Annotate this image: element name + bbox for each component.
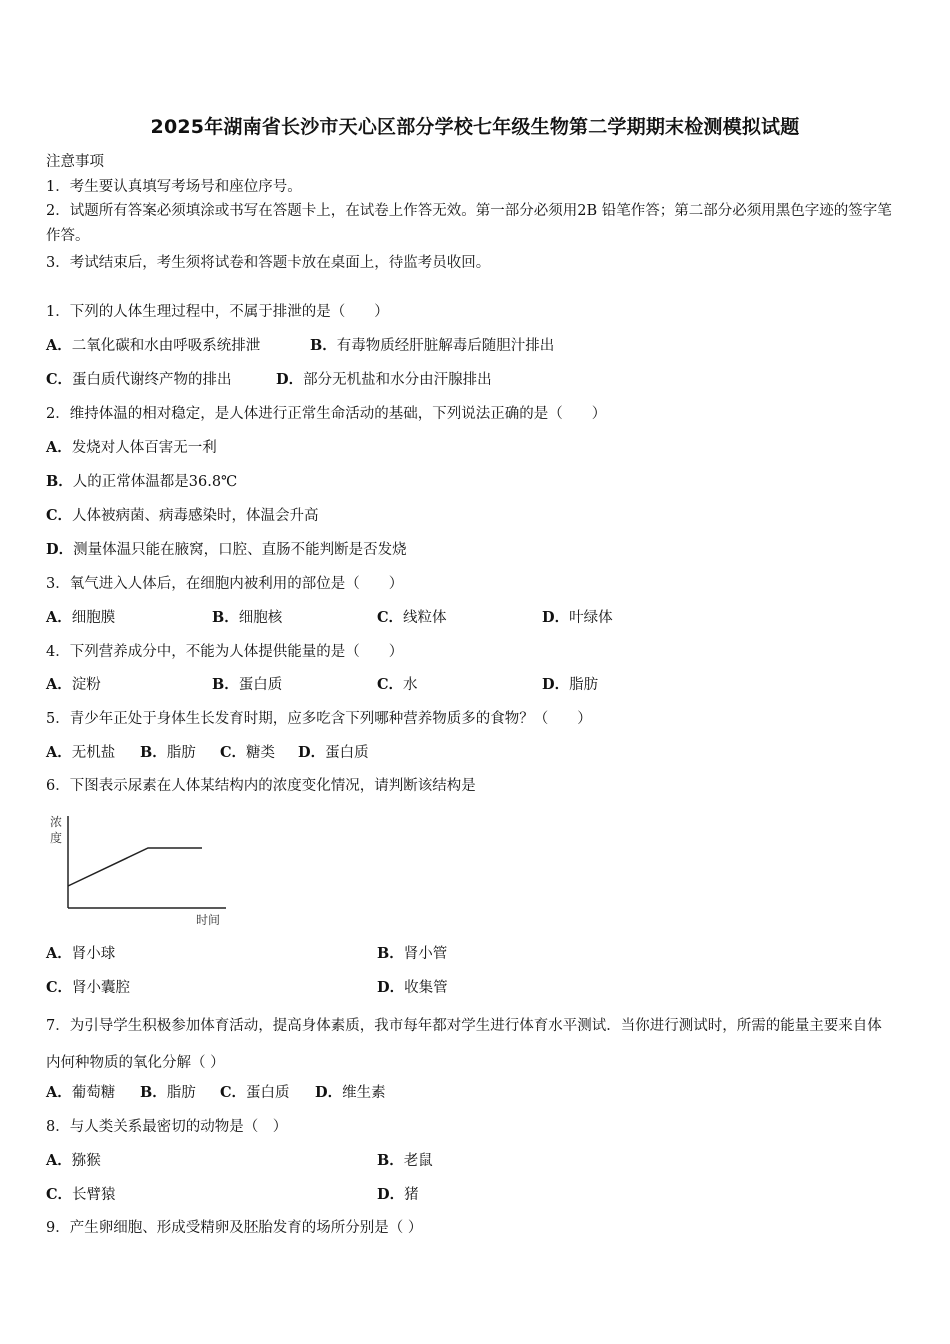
page-title: 2025年湖南省长沙市天心区部分学校七年级生物第二学期期末检测模拟试题 bbox=[150, 116, 800, 138]
notice-item: 3．考试结束后，考生须将试卷和答题卡放在桌面上，待监考员收回。 bbox=[46, 255, 491, 271]
y-axis-label-line2: 度 bbox=[50, 831, 63, 845]
option-c: C．长臂猿 bbox=[46, 1186, 116, 1203]
option-a: A．肾小球 bbox=[46, 945, 116, 962]
question-stem: 1．下列的人体生理过程中，不属于排泄的是（ ） bbox=[46, 304, 389, 320]
y-axis-label-line1: 浓 bbox=[50, 815, 63, 829]
option-c: C．水 bbox=[377, 676, 418, 693]
option-d: D．收集管 bbox=[377, 979, 448, 996]
option-b: B．老鼠 bbox=[377, 1152, 433, 1169]
option-a: A．细胞膜 bbox=[46, 609, 116, 626]
option-b: B．肾小管 bbox=[377, 945, 448, 962]
option-c: C．肾小囊腔 bbox=[46, 979, 131, 996]
option-b: B．蛋白质 bbox=[212, 676, 283, 693]
option-a: A．二氧化碳和水由呼吸系统排泄 bbox=[46, 337, 261, 354]
option-d: D．猪 bbox=[377, 1186, 419, 1203]
option-a: A．发烧对人体百害无一利 bbox=[46, 439, 217, 456]
option-b: B．有毒物质经肝脏解毒后随胆汁排出 bbox=[310, 337, 555, 354]
option-a: A．无机盐 bbox=[46, 744, 116, 761]
question-stem: 3．氧气进入人体后，在细胞内被利用的部位是（ ） bbox=[46, 576, 404, 592]
option-d: D．蛋白质 bbox=[298, 744, 369, 761]
question-stem: 9．产生卵细胞、形成受精卵及胚胎发育的场所分别是（ ） bbox=[46, 1220, 423, 1236]
option-c: C．蛋白质 bbox=[220, 1084, 290, 1101]
option-c: C．线粒体 bbox=[377, 609, 447, 626]
question-stem: 8．与人类关系最密切的动物是（ ） bbox=[46, 1119, 288, 1135]
option-d: D．部分无机盐和水分由汗腺排出 bbox=[276, 371, 492, 388]
option-d: D．叶绿体 bbox=[542, 609, 613, 626]
question-stem: 5．青少年正处于身体生长发育时期，应多吃含下列哪种营养物质多的食物？（ ） bbox=[46, 711, 592, 727]
notice-item: 1．考生要认真填写考场号和座位序号。 bbox=[46, 179, 302, 195]
option-d: D．测量体温只能在腋窝，口腔、直肠不能判断是否发烧 bbox=[46, 541, 407, 558]
question-stem: 4．下列营养成分中，不能为人体提供能量的是（ ） bbox=[46, 644, 404, 660]
question-stem: 7．为引导学生积极参加体育活动，提高身体素质，我市每年都对学生进行体育水平测试．当你进行测试时，所需的能量主要来自体内何种物质的氧化分解（ ） bbox=[46, 1018, 882, 1071]
urea-concentration-graph bbox=[46, 808, 236, 930]
notice-item: 2．试题所有答案必须填涂或书写在答题卡上，在试卷上作答无效。第一部分必须用2B 铅笔作答；第二部分必须用黑色字迹的签字笔作答。 bbox=[46, 203, 892, 244]
option-c: C．糖类 bbox=[220, 744, 276, 761]
option-d: D．脂肪 bbox=[542, 676, 599, 693]
option-a: A．猕猴 bbox=[46, 1152, 101, 1169]
concentration-curve bbox=[68, 848, 202, 886]
question-stem: 6．下图表示尿素在人体某结构内的浓度变化情况，请判断该结构是 bbox=[46, 778, 476, 794]
question-stem: 2．维持体温的相对稳定，是人体进行正常生命活动的基础，下列说法正确的是（ ） bbox=[46, 406, 607, 422]
option-a: A．葡萄糖 bbox=[46, 1084, 116, 1101]
option-c: C．人体被病菌、病毒感染时，体温会升高 bbox=[46, 507, 319, 524]
option-b: B．脂肪 bbox=[140, 744, 196, 761]
option-b: B．细胞核 bbox=[212, 609, 283, 626]
option-c: C．蛋白质代谢终产物的排出 bbox=[46, 371, 232, 388]
option-b: B．人的正常体温都是36.8℃ bbox=[46, 473, 238, 490]
option-a: A．淀粉 bbox=[46, 676, 101, 693]
x-axis-label: 时间 bbox=[196, 913, 221, 927]
option-d: D．维生素 bbox=[315, 1084, 386, 1101]
option-b: B．脂肪 bbox=[140, 1084, 196, 1101]
notice-heading: 注意事项 bbox=[46, 154, 104, 170]
